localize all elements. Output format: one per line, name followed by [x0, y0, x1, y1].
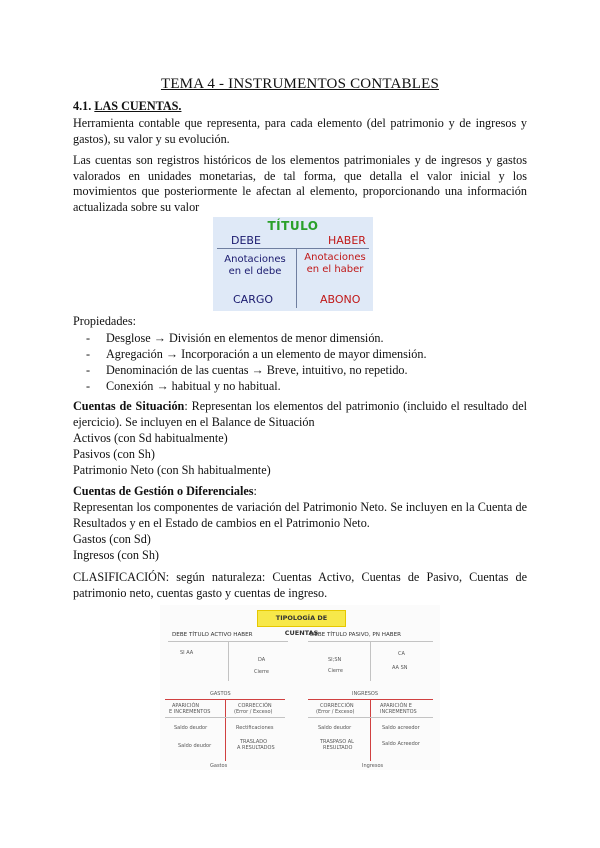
gastos-sub-rule — [165, 717, 285, 718]
section-title: LAS CUENTAS. — [94, 99, 182, 113]
situation-paragraph — [73, 399, 527, 430]
t-account-vertical-line — [296, 248, 297, 308]
properties-list — [86, 330, 427, 394]
activo-si: SI AA — [180, 650, 194, 656]
t-account-credit-note-line1: Anotaciones — [304, 252, 366, 263]
list-item: - Agregación → Incorporación a un elemento de mayor dimensión. — [86, 346, 427, 362]
t-account-debit-note-line1: Anotaciones — [224, 254, 286, 265]
t-account-credit-note — [299, 252, 371, 276]
gastos-left-row: Saldo deudor — [174, 725, 208, 731]
registry-paragraph: Las cuentas son registros históricos de los elementos patrimoniales y de ingresos y gastos valorados en unidades monetarias, de tal forma, que detalla el valor inicial y los movimientos que posteriormente le afectan al elemento, proporcionando una información actualizada sobre su valor — [73, 153, 527, 214]
ingresos-right-row2: Saldo Acreedor — [382, 741, 420, 747]
t-account-debe: DEBE — [231, 234, 261, 247]
ingresos-divider — [370, 699, 371, 761]
t-account-abono: ABONO — [320, 293, 361, 306]
ingresos-footer: Ingresos — [362, 763, 384, 769]
ingresos-sub-rule — [308, 717, 433, 718]
pasivo-cierre: Cierre — [328, 668, 343, 674]
section-number: 4.1. — [73, 99, 92, 113]
gestion-heading-line — [73, 484, 527, 500]
situation-line-activos: Activos (con Sd habitualmente) — [73, 431, 228, 445]
t-account-diagram — [213, 217, 373, 311]
account-typology-diagram — [160, 605, 440, 770]
gestion-paragraph: Representan los componentes de variación del Patrimonio Neto. Se incluyen en la Cuenta de Resultados y en el Estado de cambios en el Patrimonio Neto. — [73, 500, 527, 530]
ingresos-label: INGRESOS — [352, 691, 379, 697]
page-title: TEMA 4 - INSTRUMENTOS CONTABLES — [160, 76, 440, 92]
gastos-right-head-1: CORRECCIÓN — [238, 703, 272, 709]
gastos-right-row2-1: TRASLADO — [240, 739, 268, 745]
activo-divider — [228, 641, 229, 681]
list-item: - Conexión → habitual y no habitual. — [86, 378, 427, 394]
pasivo-divider — [370, 641, 371, 681]
gastos-footer: Gastos — [210, 763, 228, 769]
activo-cierre: Cierre — [254, 669, 269, 675]
situation-text: : Representan los elementos del patrimonio (incluido el resultado del ejercicio). Se incluyen en el Balance de Situación — [73, 399, 527, 429]
t-account-title: TÍTULO — [267, 219, 319, 233]
gestion-colon: : — [253, 484, 257, 498]
properties-label: Propiedades: — [73, 314, 136, 328]
situation-line-pn: Patrimonio Neto (con Sh habitualmente) — [73, 463, 271, 477]
gastos-left-head-2: E INCREMENTOS — [169, 709, 211, 715]
gastos-left-row2: Saldo deudor — [178, 743, 212, 749]
activo-title: DEBE TÍTULO ACTIVO HABER — [172, 632, 253, 638]
pasivo-aa: AA SN — [392, 665, 408, 671]
ingresos-left-row2-1: TRASPASO AL — [320, 739, 354, 745]
pasivo-si: SI;SN — [328, 657, 342, 663]
gastos-right-head-2: (Error / Exceso) — [234, 709, 273, 715]
gestion-heading: Cuentas de Gestión o Diferenciales — [73, 484, 254, 498]
ingresos-right-row: Saldo acreedor — [382, 725, 420, 731]
classification-paragraph: CLASIFICACIÓN: según naturaleza: Cuentas Activo, Cuentas de Pasivo, Cuentas de patrimonio neto, cuentas gasto y cuentas de ingreso. — [73, 570, 527, 600]
gastos-right-row: Rectificaciones — [236, 725, 274, 731]
situation-heading: Cuentas de Situación — [73, 399, 185, 413]
gastos-label: GASTOS — [210, 691, 231, 697]
gestion-line-ingresos: Ingresos (con Sh) — [73, 548, 159, 562]
gastos-divider — [225, 699, 226, 761]
section-heading — [73, 99, 527, 115]
situation-line-pasivos: Pasivos (con Sh) — [73, 447, 155, 461]
list-item: - Denominación de las cuentas → Breve, intuitivo, no repetido. — [86, 362, 427, 378]
gestion-line-gastos: Gastos (con Sd) — [73, 532, 151, 546]
pasivo-title: DEBE TÍTULO PASIVO, PN HABER — [310, 632, 402, 638]
ingresos-right-head-2: INCREMENTOS — [380, 709, 417, 715]
ingresos-left-head-1: CORRECCIÓN — [320, 703, 354, 709]
t-account-horizontal-line — [217, 248, 369, 249]
activo-da: DA — [258, 657, 266, 663]
ingresos-right-head-1: APARICIÓN E — [380, 703, 412, 709]
ingresos-left-row2-2: RESULTADO — [323, 745, 353, 751]
list-item: - Desglose → División en elementos de menor dimensión. — [86, 330, 427, 346]
definition-paragraph: Herramienta contable que representa, para cada elemento (del patrimonio y de ingresos y gastos), su valor y su evolución. — [73, 116, 527, 146]
t-account-haber: HABER — [328, 234, 366, 247]
pasivo-ca: CA — [398, 651, 405, 657]
gastos-left-head-1: APARICIÓN — [172, 703, 200, 709]
ingresos-left-head-2: (Error / Exceso) — [316, 709, 355, 715]
t-account-debit-note — [217, 254, 293, 278]
gastos-right-row2-2: A RESULTADOS — [237, 745, 275, 751]
typology-header: TIPOLOGÍA DE CUENTAS — [257, 610, 346, 627]
t-account-cargo: CARGO — [233, 293, 274, 306]
t-account-debit-note-line2: en el debe — [228, 266, 282, 277]
ingresos-left-row: Saldo deudor — [318, 725, 352, 731]
t-account-credit-note-line2: en el haber — [306, 264, 364, 275]
